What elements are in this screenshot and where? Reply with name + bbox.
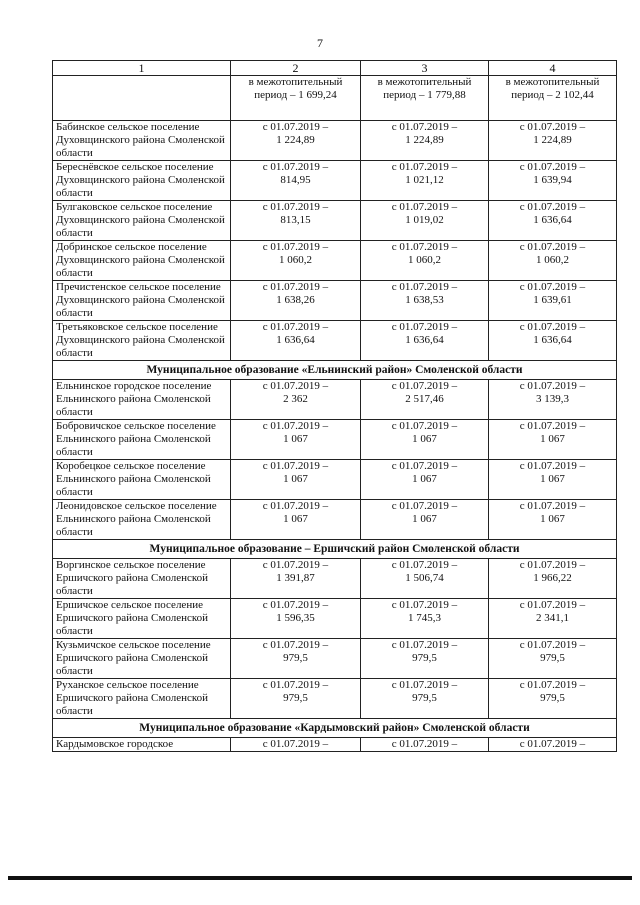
section-title: Муниципальное образование – Ершичский район Смоленской области xyxy=(53,540,617,559)
tariff-cell xyxy=(231,201,361,241)
tariff-value: 1 596,35 xyxy=(276,612,315,624)
tariff-cell xyxy=(489,201,617,241)
tariff-date: с 01.07.2019 – xyxy=(262,201,329,213)
tariff-cell xyxy=(361,380,489,420)
tariff-value: 1 745,3 xyxy=(408,612,441,624)
tariff-date: с 01.07.2019 – xyxy=(391,679,458,691)
tariff-cell xyxy=(361,161,489,201)
tariff-date: с 01.07.2019 – xyxy=(391,241,458,253)
tariff-cell xyxy=(489,241,617,281)
tariff-cell xyxy=(231,679,361,719)
tariff-cell xyxy=(231,161,361,201)
tariff-cell xyxy=(231,380,361,420)
table-row xyxy=(53,738,617,752)
settlement-name: Кардымовское городское xyxy=(53,738,231,752)
tariff-cell xyxy=(361,201,489,241)
tariff-cell xyxy=(489,738,617,752)
settlement-name: Третьяковское сельское поселение Духовщинского района Смоленской области xyxy=(53,321,231,361)
bottom-rule xyxy=(8,876,632,880)
tariff-date: с 01.07.2019 – xyxy=(391,380,458,392)
tariff-cell xyxy=(489,679,617,719)
tariff-cell xyxy=(361,559,489,599)
section-header-row xyxy=(53,361,617,380)
tariff-cell xyxy=(361,500,489,540)
tariff-cell xyxy=(361,599,489,639)
settlement-name: Ельнинское городское поселение Ельнинского района Смоленской области xyxy=(53,380,231,420)
tariff-value: 1 391,87 xyxy=(276,572,315,584)
tariff-date: с 01.07.2019 – xyxy=(391,201,458,213)
table-row xyxy=(53,500,617,540)
tariff-date: с 01.07.2019 – xyxy=(391,420,458,432)
tariff-date: с 01.07.2019 – xyxy=(262,161,329,173)
tariff-value: 1 966,22 xyxy=(533,572,572,584)
tariff-date: с 01.07.2019 – xyxy=(391,460,458,472)
tariff-date: с 01.07.2019 – xyxy=(262,738,329,750)
tariff-date: с 01.07.2019 – xyxy=(519,500,586,512)
tariff-cell xyxy=(361,241,489,281)
settlement-name: Бобровичское сельское поселение Ельнинского района Смоленской области xyxy=(53,420,231,460)
tariff-value: 1 636,64 xyxy=(405,334,444,346)
tariff-date: с 01.07.2019 – xyxy=(262,121,329,133)
tariff-cell xyxy=(489,321,617,361)
settlement-name: Пречистенское сельское поселение Духовщинского района Смоленской области xyxy=(53,281,231,321)
tariff-date: с 01.07.2019 – xyxy=(519,161,586,173)
section-header-row xyxy=(53,719,617,738)
tariff-date: с 01.07.2019 – xyxy=(519,639,586,651)
tariff-date: с 01.07.2019 – xyxy=(391,500,458,512)
table-row xyxy=(53,121,617,161)
tariff-cell xyxy=(489,380,617,420)
tariff-date: с 01.07.2019 – xyxy=(262,639,329,651)
tariff-cell xyxy=(361,321,489,361)
tariff-cell xyxy=(489,559,617,599)
tariff-value: 1 067 xyxy=(283,433,308,445)
tariff-date: с 01.07.2019 – xyxy=(262,420,329,432)
table-row xyxy=(53,639,617,679)
tariff-cell xyxy=(231,559,361,599)
tariff-value: 1 506,74 xyxy=(405,572,444,584)
tariff-cell xyxy=(489,460,617,500)
tariff-cell xyxy=(231,599,361,639)
tariff-cell xyxy=(361,460,489,500)
tariff-value: 1 638,53 xyxy=(405,294,444,306)
tariff-date: с 01.07.2019 – xyxy=(519,679,586,691)
tariff-value: 979,5 xyxy=(540,692,565,704)
tariff-value: 1 224,89 xyxy=(405,134,444,146)
period-label xyxy=(53,76,231,121)
tariff-date: с 01.07.2019 – xyxy=(391,161,458,173)
tariff-date: с 01.07.2019 – xyxy=(519,559,586,571)
tariff-cell xyxy=(489,500,617,540)
tariff-cell xyxy=(231,241,361,281)
tariff-value: 1 636,64 xyxy=(276,334,315,346)
tariff-value: 2 341,1 xyxy=(536,612,569,624)
settlement-name: Ершичское сельское поселение Ершичского района Смоленской области xyxy=(53,599,231,639)
table-row xyxy=(53,559,617,599)
period-value: в межотопительный период – 1 779,88 xyxy=(361,76,489,121)
tariff-cell xyxy=(361,738,489,752)
settlement-name: Булгаковское сельское поселение Духовщинского района Смоленской области xyxy=(53,201,231,241)
tariff-date: с 01.07.2019 – xyxy=(519,241,586,253)
tariff-date: с 01.07.2019 – xyxy=(262,500,329,512)
tariff-date: с 01.07.2019 – xyxy=(519,281,586,293)
tariff-date: с 01.07.2019 – xyxy=(391,321,458,333)
tariff-value: 1 224,89 xyxy=(276,134,315,146)
section-header-row xyxy=(53,540,617,559)
tariff-value: 979,5 xyxy=(540,652,565,664)
column-number: 1 xyxy=(53,61,231,76)
tariff-date: с 01.07.2019 – xyxy=(262,380,329,392)
table-row xyxy=(53,161,617,201)
period-value: в межотопительный период – 1 699,24 xyxy=(231,76,361,121)
tariff-date: с 01.07.2019 – xyxy=(391,599,458,611)
tariff-cell xyxy=(489,121,617,161)
tariff-cell xyxy=(231,321,361,361)
tariff-cell xyxy=(489,599,617,639)
tariff-date: с 01.07.2019 – xyxy=(391,639,458,651)
tariff-date: с 01.07.2019 – xyxy=(391,738,458,750)
table-row xyxy=(53,281,617,321)
settlement-name: Коробецкое сельское поселение Ельнинского района Смоленской области xyxy=(53,460,231,500)
tariff-date: с 01.07.2019 – xyxy=(519,121,586,133)
tariff-date: с 01.07.2019 – xyxy=(262,599,329,611)
tariff-value: 2 517,46 xyxy=(405,393,444,405)
period-row xyxy=(53,76,617,121)
tariff-date: с 01.07.2019 – xyxy=(262,281,329,293)
tariff-cell xyxy=(231,639,361,679)
tariff-value: 1 639,61 xyxy=(533,294,572,306)
settlement-name: Кузьмичское сельское поселение Ершичского района Смоленской области xyxy=(53,639,231,679)
tariff-value: 1 019,02 xyxy=(405,214,444,226)
table-row xyxy=(53,241,617,281)
tariff-date: с 01.07.2019 – xyxy=(391,281,458,293)
tariff-table-body xyxy=(53,61,617,752)
tariff-date: с 01.07.2019 – xyxy=(519,738,586,750)
tariff-value: 979,5 xyxy=(412,652,437,664)
tariff-value: 814,95 xyxy=(280,174,311,186)
tariff-value: 1 638,26 xyxy=(276,294,315,306)
settlement-name: Бабинское сельское поселение Духовщинского района Смоленской области xyxy=(53,121,231,161)
settlement-name: Добринское сельское поселение Духовщинского района Смоленской области xyxy=(53,241,231,281)
tariff-cell xyxy=(231,738,361,752)
tariff-cell xyxy=(231,500,361,540)
period-value: в межотопительный период – 2 102,44 xyxy=(489,76,617,121)
tariff-cell xyxy=(489,281,617,321)
tariff-value: 2 362 xyxy=(283,393,308,405)
tariff-date: с 01.07.2019 – xyxy=(391,121,458,133)
tariff-cell xyxy=(361,420,489,460)
column-number: 3 xyxy=(361,61,489,76)
column-number: 4 xyxy=(489,61,617,76)
tariff-date: с 01.07.2019 – xyxy=(519,201,586,213)
table-row xyxy=(53,321,617,361)
settlement-name: Руханское сельское поселение Ершичского района Смоленской области xyxy=(53,679,231,719)
column-number-row xyxy=(53,61,617,76)
table-row xyxy=(53,599,617,639)
tariff-value: 1 067 xyxy=(412,473,437,485)
tariff-value: 1 067 xyxy=(540,513,565,525)
tariff-date: с 01.07.2019 – xyxy=(519,420,586,432)
tariff-value: 1 224,89 xyxy=(533,134,572,146)
tariff-value: 813,15 xyxy=(280,214,311,226)
tariff-cell xyxy=(489,639,617,679)
tariff-date: с 01.07.2019 – xyxy=(262,321,329,333)
tariff-cell xyxy=(489,420,617,460)
tariff-date: с 01.07.2019 – xyxy=(262,241,329,253)
tariff-value: 1 639,94 xyxy=(533,174,572,186)
tariff-value: 1 021,12 xyxy=(405,174,444,186)
table-row xyxy=(53,201,617,241)
table-row xyxy=(53,460,617,500)
tariff-date: с 01.07.2019 – xyxy=(519,380,586,392)
tariff-date: с 01.07.2019 – xyxy=(519,321,586,333)
tariff-date: с 01.07.2019 – xyxy=(262,559,329,571)
tariff-cell xyxy=(361,121,489,161)
tariff-cell xyxy=(361,639,489,679)
settlement-name: Леонидовское сельское поселение Ельнинского района Смоленской области xyxy=(53,500,231,540)
tariff-value: 1 067 xyxy=(540,473,565,485)
tariff-value: 3 139,3 xyxy=(536,393,569,405)
tariff-value: 1 067 xyxy=(283,513,308,525)
tariff-table xyxy=(52,60,617,752)
tariff-value: 1 060,2 xyxy=(279,254,312,266)
tariff-value: 1 067 xyxy=(283,473,308,485)
tariff-value: 979,5 xyxy=(283,692,308,704)
tariff-value: 1 060,2 xyxy=(536,254,569,266)
settlement-name: Воргинское сельское поселение Ершичского района Смоленской области xyxy=(53,559,231,599)
tariff-value: 1 636,64 xyxy=(533,334,572,346)
tariff-value: 1 636,64 xyxy=(533,214,572,226)
tariff-date: с 01.07.2019 – xyxy=(519,460,586,472)
tariff-cell xyxy=(361,679,489,719)
tariff-date: с 01.07.2019 – xyxy=(391,559,458,571)
tariff-date: с 01.07.2019 – xyxy=(262,679,329,691)
tariff-cell xyxy=(231,420,361,460)
tariff-date: с 01.07.2019 – xyxy=(519,599,586,611)
table-row xyxy=(53,380,617,420)
tariff-date: с 01.07.2019 – xyxy=(262,460,329,472)
tariff-value: 979,5 xyxy=(283,652,308,664)
page-number: 7 xyxy=(317,36,323,50)
column-number: 2 xyxy=(231,61,361,76)
tariff-cell xyxy=(361,281,489,321)
tariff-value: 1 060,2 xyxy=(408,254,441,266)
table-row xyxy=(53,679,617,719)
tariff-value: 979,5 xyxy=(412,692,437,704)
tariff-cell xyxy=(231,281,361,321)
settlement-name: Береснёвское сельское поселение Духовщинского района Смоленской области xyxy=(53,161,231,201)
tariff-cell xyxy=(231,121,361,161)
tariff-value: 1 067 xyxy=(412,433,437,445)
tariff-cell xyxy=(231,460,361,500)
table-row xyxy=(53,420,617,460)
tariff-value: 1 067 xyxy=(412,513,437,525)
section-title: Муниципальное образование «Кардымовский район» Смоленской области xyxy=(53,719,617,738)
tariff-cell xyxy=(489,161,617,201)
section-title: Муниципальное образование «Ельнинский район» Смоленской области xyxy=(53,361,617,380)
tariff-value: 1 067 xyxy=(540,433,565,445)
